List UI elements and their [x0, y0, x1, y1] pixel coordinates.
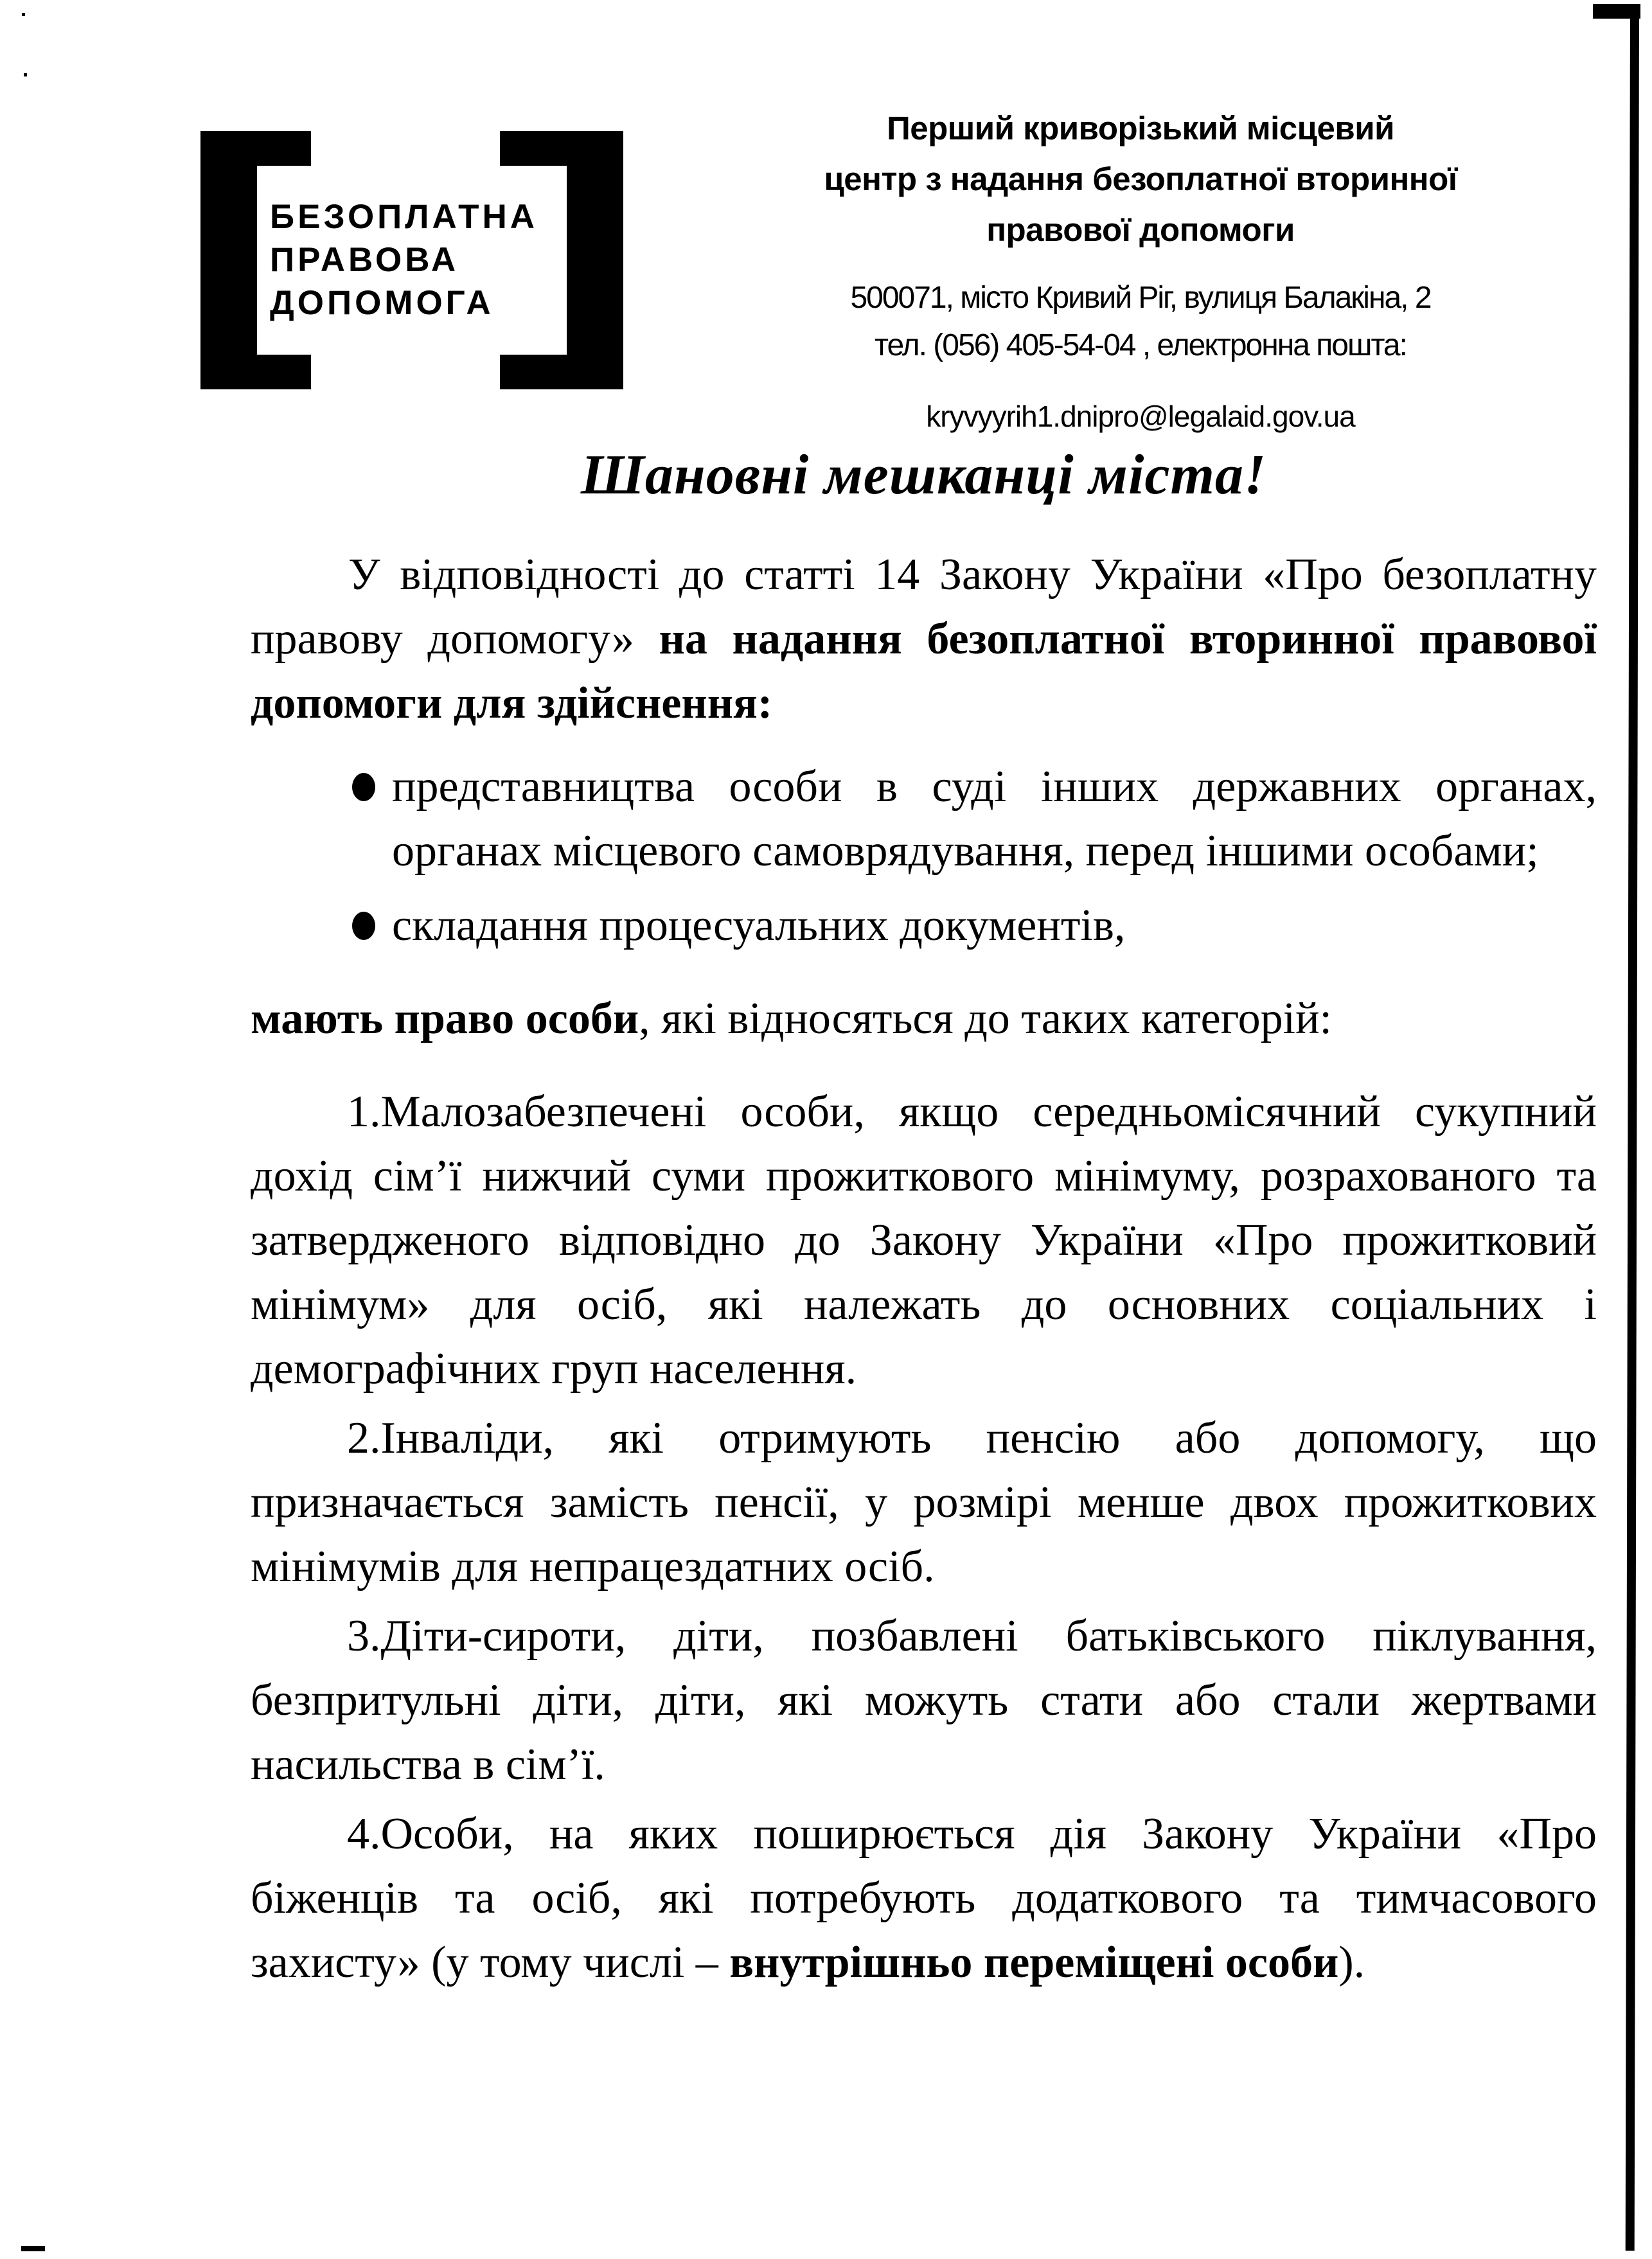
legal-aid-logo: [200, 131, 623, 389]
bullet-item: [352, 755, 1597, 883]
intro-text: У відповідності до статті 14 Закону України «Про безоплатну правову допомогу»: [251, 550, 1597, 664]
bullet-dot-icon: [352, 773, 375, 801]
eligibility-text: , які відносяться до таких категорій:: [639, 994, 1332, 1043]
item-text: Інваліди, які отримують пенсію або допомогу, що призначається замість пенсії, у розмірі менше двох прожиткових мінімумів для непрацездатних осіб.: [251, 1413, 1597, 1591]
scan-edge-hook: [1593, 4, 1640, 19]
item-text: Особи, на яких поширюється дія Закону України «Про біженців та осіб, які потребують додаткового та тимчасового захисту» (у тому числі –: [251, 1809, 1597, 1987]
scan-edge-line: [1626, 5, 1639, 2251]
logo-line: БЕЗОПЛАТНА: [270, 198, 538, 236]
service-bullet-list: [251, 755, 1597, 958]
category-list: [251, 1080, 1597, 1995]
eligibility-line: [251, 987, 1597, 1051]
bullet-text: складання процесуальних документів,: [392, 901, 1126, 950]
item-number: 1.: [347, 1087, 381, 1137]
email-address: kryvyyrih1.dnipro@legalaid.gov.ua: [926, 400, 1355, 433]
logo-line: ПРАВОВА: [270, 241, 459, 279]
item-text-suffix: ).: [1338, 1938, 1365, 1987]
page-title: Шановні мешканці міста!: [580, 444, 1267, 506]
category-item-3: [251, 1604, 1597, 1797]
category-item-1: [251, 1080, 1597, 1401]
scan-speck: [22, 13, 25, 16]
logo-line: ДОПОМОГА: [270, 284, 494, 322]
logo-wordmark: [270, 195, 538, 324]
category-item-4: [251, 1802, 1597, 1995]
intro-paragraph: [251, 543, 1597, 736]
scan-bottom-dash: [21, 2246, 45, 2251]
bullet-dot-icon: [352, 912, 375, 940]
phone-line: тел. (056) 405-54-04 , електронна пошта:: [875, 328, 1407, 362]
document-body: [251, 443, 1597, 1995]
item-number: 2.: [347, 1413, 381, 1463]
intro-bold-text: на надання безоплатної вторинної правової допомоги для здійснення:: [251, 614, 1597, 728]
item-text: Діти-сироти, діти, позбавлені батьківського піклування, безпритульні діти, діти, які можуть стати або стали жертвами насильства в сім’ї.: [251, 1611, 1597, 1789]
item-text: Малозабезпечені особи, якщо середньомісячний сукупний дохід сім’ї нижчий суми прожиткового мінімуму, розрахованого та затвердженого відповідно до Закону України «Про прожитковий мінімум» для осіб, які належать до основних соціальних і демографічних груп населення.: [251, 1087, 1597, 1394]
organization-name-line: центр з надання безоплатної вторинної: [824, 161, 1457, 197]
bullet-text: представництва особи в суді інших державних органах, органах місцевого самоврядування, перед іншими особами;: [392, 762, 1597, 876]
bullet-item: [352, 894, 1597, 958]
item-bold-text: внутрішньо переміщені особи: [729, 1938, 1339, 1987]
scan-speck: [24, 73, 27, 76]
letterhead: [758, 103, 1523, 434]
address-line: 500071, місто Кривий Ріг, вулиця Балакіна, 2: [850, 281, 1431, 315]
organization-name: [758, 103, 1523, 255]
organization-name-line: Перший криворізький місцевий: [887, 110, 1394, 146]
category-item-2: [251, 1406, 1597, 1599]
item-number: 3.: [347, 1611, 381, 1661]
organization-name-line: правової допомоги: [986, 211, 1295, 248]
eligibility-bold-text: мають право особи: [251, 994, 639, 1043]
item-number: 4.: [347, 1809, 381, 1859]
